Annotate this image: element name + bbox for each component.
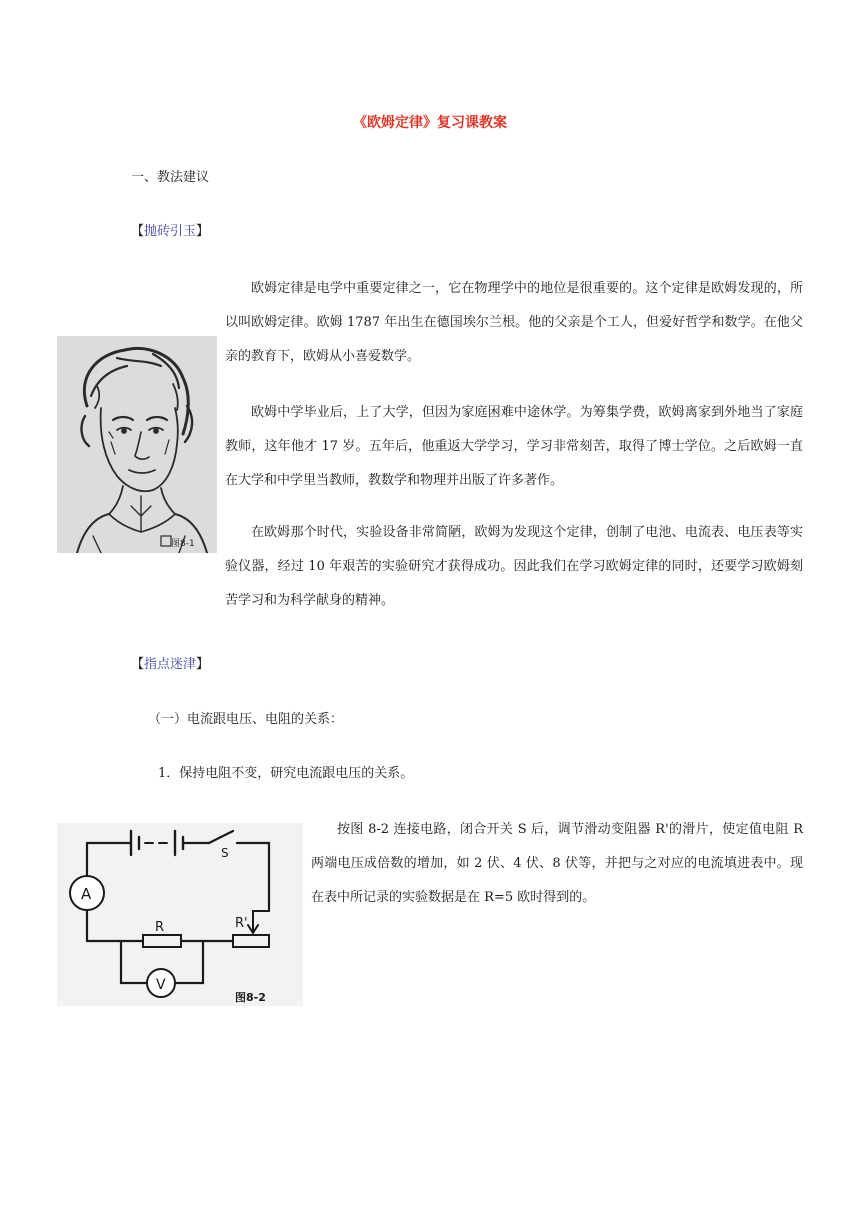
circuit-diagram [57, 823, 303, 1006]
voltmeter-label: V [156, 977, 166, 993]
ohm-portrait-figure [57, 336, 217, 553]
paragraph-ohm-spirit: 在欧姆那个时代，实验设备非常简陋，欧姆为发现这个定律，创制了电池、电流表、电压表等实验仪器，经过 10 年艰苦的实验研究才获得成功。因此我们在学习欧姆定律的同时，还要学习欧姆刻苦学习和为科学献身的精神。 [225, 525, 803, 608]
switch-label: S [221, 846, 229, 860]
tag-text: 抛砖引玉 [144, 224, 197, 239]
circuit-figure [57, 823, 303, 1006]
figure-caption: 图8-1 [171, 539, 195, 549]
bracket-open: 【 [131, 657, 145, 672]
list-item: 1．保持电阻不变，研究电流跟电压的关系。 [158, 766, 414, 781]
ammeter-label: A [81, 885, 92, 903]
paragraph-ohm-intro: 欧姆定律是电学中重要定律之一，它在物理学中的地位是很重要的。这个定律是欧姆发现的，所以叫欧姆定律。欧姆 1787 年出生在德国埃尔兰根。他的父亲是个工人，但爱好哲学和数学。在他父亲的教育下，欧姆从小喜爱数学。 [225, 281, 803, 364]
bracket-close: 】 [196, 657, 210, 672]
paragraph-ohm-education: 欧姆中学毕业后，上了大学，但因为家庭困难中途休学。为筹集学费，欧姆离家到外地当了家庭教师，这年他才 17 岁。五年后，他重返大学学习，学习非常刻苦，取得了博士学位。之后欧姆一直在大学和中学里当教师，教数学和物理并出版了许多著作。 [225, 405, 803, 488]
rheostat-label: R' [235, 916, 248, 931]
tag-text: 指点迷津 [144, 657, 197, 672]
page-title: 《欧姆定律》复习课教案 [353, 115, 507, 131]
tag-heading-1 [131, 220, 209, 239]
subsection-heading: （一）电流跟电压、电阻的关系： [148, 712, 344, 727]
paragraph-circuit-instructions: 按图 8-2 连接电路，闭合开关 S 后，调节滑动变阻器 R'的滑片，使定值电阻 R 两端电压成倍数的增加，如 2 伏、4 伏、8 伏等，并把与之对应的电流填进表中。现在表中所记录的实验数据是在 R=5 欧时得到的。 [311, 822, 803, 905]
tag-heading-2 [131, 653, 209, 672]
figure-caption: 图8-2 [235, 991, 266, 1004]
bracket-close: 】 [196, 224, 210, 239]
ohm-portrait-sketch [57, 336, 217, 553]
section-heading: 一、教法建议 [131, 170, 210, 185]
resistor-label: R [155, 920, 165, 935]
bracket-open: 【 [131, 224, 145, 239]
